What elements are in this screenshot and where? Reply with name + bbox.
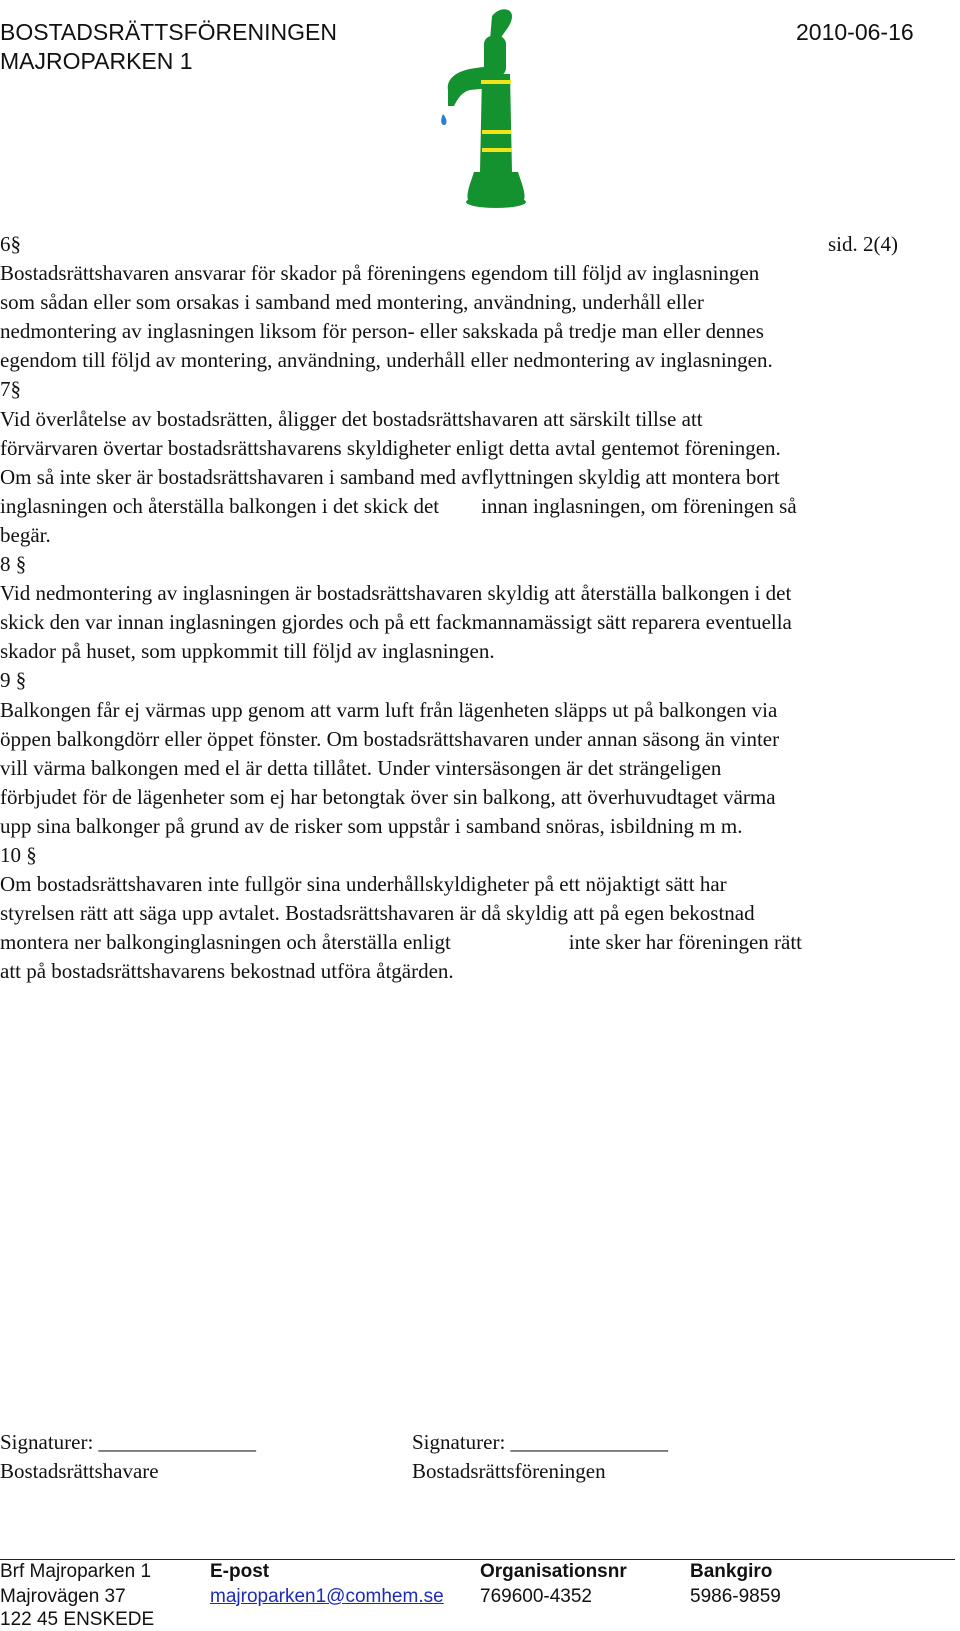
paragraph-line: styrelsen rätt att säga upp avtalet. Bostadsrättshavaren är då skyldig att på egen bekostnad (0, 901, 755, 926)
paragraph-line (0, 928, 960, 957)
page-number: sid. 2(4) (828, 232, 898, 256)
paragraph-fragment: inglasningen och återställa balkongen i det skick det (0, 493, 440, 518)
section-9-heading: 9 § (0, 668, 27, 693)
footer-email-heading: E-post (210, 1561, 270, 1582)
paragraph-line (0, 492, 960, 521)
section-6-heading: 6§ (0, 232, 21, 256)
paragraph-line: upp sina balkonger på grund av de risker som uppstår i samband snöras, isbildning m m. (0, 813, 743, 838)
footer-email-link[interactable]: majroparken1@comhem.se (210, 1586, 444, 1607)
footer-postal: 122 45 ENSKEDE (0, 1609, 155, 1630)
document-body (0, 230, 960, 986)
paragraph-fragment: innan inglasningen, om föreningen så (481, 493, 797, 518)
signature-line: Signaturer: _______________ (0, 1430, 257, 1454)
paragraph-line: Balkongen får ej värmas upp genom att varm luft från lägenheten släpps ut på balkongen via (0, 697, 778, 722)
association-name (0, 18, 337, 76)
footer-bank-heading: Bankgiro (690, 1561, 773, 1582)
paragraph-line: vill värma balkongen med el är detta tillåtet. Under vintersäsongen är det strängeligen (0, 755, 722, 780)
footer-divider (0, 1559, 955, 1560)
paragraph-line: egendom till följd av montering, användning, underhåll eller nedmontering av inglasningen. (0, 348, 773, 373)
paragraph-line: förbjudet för de lägenheter som ej har betongtak över sin balkong, att överhuvudtaget värma (0, 784, 776, 809)
signature-role: Bostadsrättsföreningen (412, 1459, 606, 1483)
paragraph-line: att på bostadsrättshavarens bekostnad utföra åtgärden. (0, 959, 454, 984)
section-8-heading: 8 § (0, 552, 27, 577)
footer-name: Brf Majroparken 1 (0, 1561, 152, 1582)
footer-org-heading: Organisationsnr (480, 1561, 627, 1582)
paragraph-line: Vid överlåtelse av bostadsrätten, åligger det bostadsrättshavaren att särskilt tillse att (0, 406, 703, 431)
paragraph-line: Om så inte sker är bostadsrättshavaren i samband med avflyttningen skyldig att montera bort (0, 464, 780, 489)
paragraph-line: begär. (0, 522, 51, 547)
footer-bank-number: 5986-9859 (690, 1586, 781, 1607)
paragraph-line: skick den var innan inglasningen gjordes och på ett fackmannamässigt sätt reparera eventuella (0, 610, 792, 635)
paragraph-line: Vid nedmontering av inglasningen är bostadsrättshavaren skyldig att återställa balkongen i det (0, 581, 792, 606)
section-6-heading-row (0, 230, 960, 259)
signature-block-resident (0, 1428, 256, 1486)
paragraph-line: öppen balkongdörr eller öppet fönster. Om bostadsrättshavaren under annan säsong än vinter (0, 726, 780, 751)
paragraph-line: skador på huset, som uppkommit till följd av inglasningen. (0, 639, 495, 664)
paragraph-fragment: inte sker har föreningen rätt (568, 930, 803, 955)
footer-org-number: 769600-4352 (480, 1586, 592, 1607)
paragraph-line: nedmontering av inglasningen liksom för person- eller sakskada på tredje man eller dennes (0, 319, 764, 344)
association-name-line1: BOSTADSRÄTTSFÖRENINGEN (0, 19, 337, 45)
section-7-heading: 7§ (0, 377, 21, 402)
signature-role: Bostadsrättshavare (0, 1459, 159, 1483)
paragraph-fragment: montera ner balkonginglasningen och återställa enligt (0, 930, 451, 955)
paragraph-line: förvärvaren övertar bostadsrättshavarens skyldigheter enligt detta avtal gentemot föreningen. (0, 435, 781, 460)
water-pump-icon (440, 2, 550, 218)
paragraph-line: Om bostadsrättshavaren inte fullgör sina underhållskyldigheter på ett nöjaktigt sätt har (0, 872, 727, 897)
footer-street: Majrovägen 37 (0, 1586, 126, 1607)
paragraph-line: som sådan eller som orsakas i samband med montering, användning, underhåll eller (0, 290, 704, 315)
signature-block-association (412, 1428, 668, 1486)
section-10-heading: 10 § (0, 842, 37, 867)
association-name-line2: MAJROPARKEN 1 (0, 48, 193, 74)
signature-line: Signaturer: _______________ (412, 1430, 669, 1454)
paragraph-line: Bostadsrättshavaren ansvarar för skador på föreningens egendom till följd av inglasningen (0, 261, 760, 286)
document-date: 2010-06-16 (796, 19, 914, 45)
